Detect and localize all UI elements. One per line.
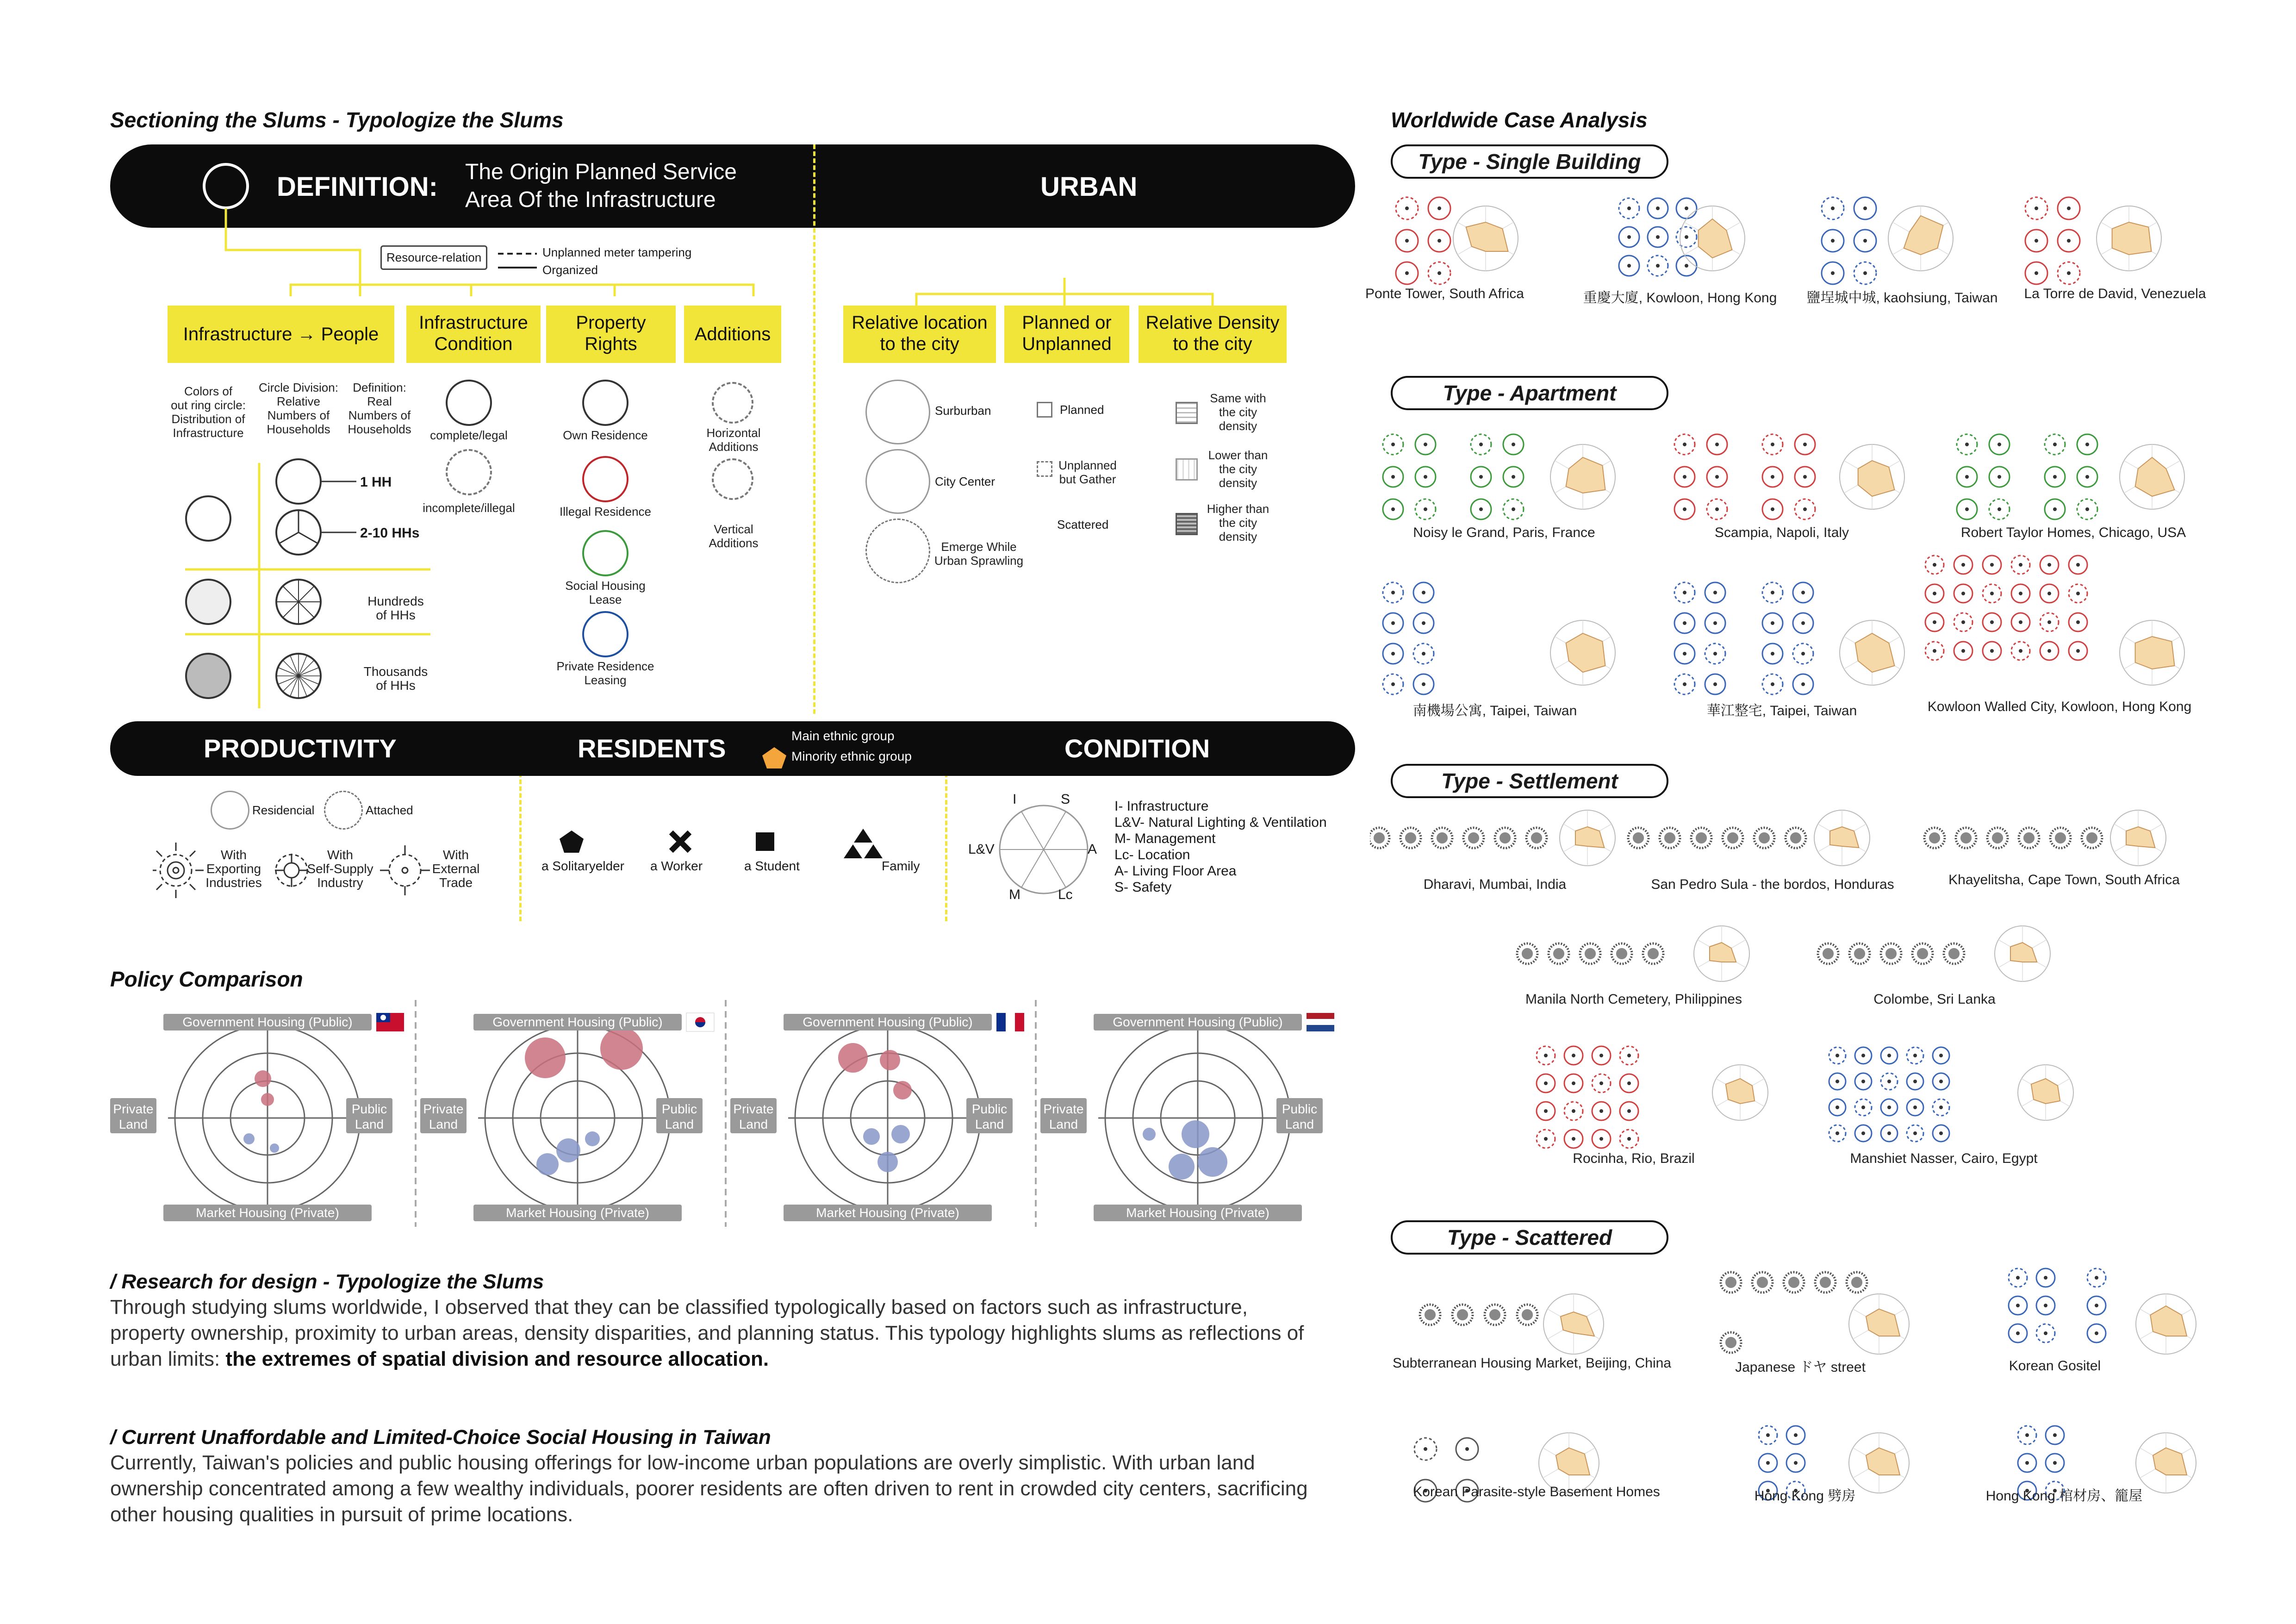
sprawl-icon <box>865 518 930 583</box>
suburban-icon <box>865 380 930 444</box>
settlement-cluster <box>1420 1305 1537 1325</box>
private-land-label: Land <box>118 1117 148 1131</box>
case-caption: Japanese ドヤ street <box>1735 1360 1866 1375</box>
case-caption: Khayelitsha, Cape Town, South Africa <box>1948 872 2180 887</box>
city-center-label: City Center <box>935 475 996 488</box>
own-residence-label: Own Residence <box>563 428 648 442</box>
radar-chart-icon <box>1550 444 1615 509</box>
city-center-icon <box>865 449 930 514</box>
case-caption: Noisy le Grand, Paris, France <box>1413 525 1595 540</box>
household-cluster <box>2045 434 2097 519</box>
line-legend-icon <box>495 244 541 272</box>
student-label: a Student <box>744 859 800 873</box>
household-cluster <box>1674 434 1727 519</box>
settlement-cluster <box>1818 943 1964 964</box>
attached-icon <box>324 791 363 830</box>
minority-pentagon-icon <box>761 746 787 769</box>
household-cluster <box>2087 1268 2106 1343</box>
policy-panel <box>110 1000 416 1227</box>
external-label: With External Trade <box>432 848 480 890</box>
market-housing-label: Market Housing (Private) <box>196 1206 339 1220</box>
case-caption: Korean Gositel <box>2009 1358 2101 1374</box>
private-leasing-icon <box>582 611 628 657</box>
type-settlement: Type - Settlement <box>1391 764 1668 798</box>
household-cluster <box>1471 434 1524 519</box>
radar-chart-icon <box>1543 1294 1604 1354</box>
policy-bubble <box>536 1153 559 1175</box>
case-caption: Ponte Tower, South Africa <box>1365 286 1524 301</box>
illegal-residence-label: Illegal Residence <box>559 505 651 518</box>
axis-a: A <box>1088 842 1097 857</box>
radar-chart-icon <box>1694 926 1749 981</box>
axis-s: S <box>1061 792 1070 807</box>
complete-label: complete/legal <box>430 428 508 442</box>
case-caption: Subterranean Housing Market, Beijing, China <box>1392 1355 1671 1371</box>
policy-bubble <box>838 1043 868 1073</box>
market-housing-label: Market Housing (Private) <box>816 1206 959 1220</box>
public-land-label: Public <box>351 1102 387 1116</box>
category-infra-people: Infrastructure → People <box>168 306 394 363</box>
incomplete-circle-icon <box>446 449 492 495</box>
radar-chart-icon <box>1550 620 1615 685</box>
higher-density-label: Higher than the city density <box>1207 502 1269 543</box>
policy-bubble <box>1169 1154 1195 1180</box>
household-cluster <box>1762 582 1813 694</box>
policy-bubble <box>1198 1147 1227 1177</box>
public-land-label: Land <box>665 1117 694 1131</box>
private-land-label: Land <box>739 1117 768 1131</box>
category-additions: Additions <box>684 306 781 363</box>
worker-label: a Worker <box>650 859 703 873</box>
resident-icons <box>558 829 919 861</box>
student-icon <box>756 832 774 851</box>
settlement-cluster <box>1628 828 1806 848</box>
case-caption: Robert Taylor Homes, Chicago, USA <box>1960 525 2186 540</box>
policy-bubble <box>255 1070 271 1087</box>
unplanned-meter-text: Unplanned meter tampering <box>542 245 692 259</box>
main-ethnic-label: Main ethnic group <box>791 729 895 743</box>
household-cluster <box>2009 1268 2055 1343</box>
axis-lv: L&V <box>968 842 995 857</box>
private-land-label: Private <box>1043 1102 1084 1116</box>
radar-chart-icon <box>2018 1065 2073 1120</box>
household-cluster <box>1396 197 1450 284</box>
family-label: Family <box>882 859 920 873</box>
social-housing-label: Social Housing Lease <box>565 579 646 606</box>
private-land-label: Private <box>113 1102 154 1116</box>
residencial-icon <box>211 791 249 830</box>
radar-chart-icon <box>1712 1065 1768 1120</box>
definition-label: DEFINITION: <box>277 172 438 202</box>
policy-panel <box>730 1000 1036 1227</box>
condition-legend: I- Infrastructure L&V- Natural Lighting & Ventilation M- Management Lc- Location A- Living Floor Area S- Safety <box>1114 799 1327 895</box>
organized-text: Organized <box>542 263 598 277</box>
worker-icon <box>671 832 690 851</box>
household-cluster <box>1822 197 1876 284</box>
case-caption: Hong Kong 劈房 <box>1754 1488 1856 1504</box>
sprawl-label: Emerge While Urban Sprawling <box>934 540 1024 568</box>
scattered-label: Scattered <box>1057 518 1109 531</box>
legend-division: Circle Division: Relative Numbers of Households <box>259 381 338 436</box>
market-housing-label: Market Housing (Private) <box>506 1206 649 1220</box>
policy-bubble <box>877 1152 898 1172</box>
public-land-label: Land <box>975 1117 1004 1131</box>
radar-chart-icon <box>1814 810 1870 866</box>
solitary-label: a Solitaryelder <box>541 859 624 873</box>
productivity-label: PRODUCTIVITY <box>204 734 397 763</box>
axis-lc: Lc <box>1058 887 1073 902</box>
private-land-label: Land <box>429 1117 458 1131</box>
category-planned: Planned or Unplanned <box>1004 306 1129 363</box>
radar-chart-icon <box>1560 810 1615 866</box>
case-caption: Korean Parasite-style Basement Homes <box>1413 1484 1660 1499</box>
household-cluster <box>1383 434 1436 519</box>
worldwide-title: Worldwide Case Analysis <box>1391 108 1648 132</box>
policy-bubble <box>556 1138 580 1162</box>
urban-label: URBAN <box>1040 172 1138 202</box>
gov-housing-label: Government Housing (Public) <box>1113 1015 1283 1029</box>
policy-panel <box>420 1000 726 1227</box>
private-leasing-label: Private Residence Leasing <box>556 659 654 687</box>
type-single-building: Type - Single Building <box>1391 144 1668 179</box>
category-density: Relative Density to the city <box>1139 306 1287 363</box>
policy-bubble <box>585 1131 600 1146</box>
legend-definition: Definition: Real Numbers of Households <box>348 381 411 436</box>
incomplete-label: incomplete/illegal <box>423 501 515 515</box>
complete-circle-icon <box>446 380 492 426</box>
market-housing-label: Market Housing (Private) <box>1126 1206 1269 1220</box>
public-land-label: Land <box>355 1117 384 1131</box>
section-title: Sectioning the Slums - Typologize the Slums <box>110 108 564 132</box>
case-caption: 重慶大廈, Kowloon, Hong Kong <box>1583 290 1777 306</box>
case-caption: Hong Kong 棺材房、籠屋 <box>1985 1488 2143 1504</box>
household-cluster <box>1383 582 1434 694</box>
private-land-label: Private <box>733 1102 774 1116</box>
vertical-label: Vertical Additions <box>709 522 759 550</box>
research-body: Through studying slums worldwide, I observed that they can be classified typologically based on factors such as infrastructure, property ownership, proximity to urban areas, density disparities, and planning status. This typology highlights slums as reflections of urban limits: the extremes of spatial division and resource allocation. <box>110 1296 1304 1370</box>
hh3-label: Hundreds of HHs <box>367 594 424 622</box>
case-caption: La Torre de David, Venezuela <box>2024 286 2206 301</box>
condition-radar-icon <box>986 796 1101 903</box>
family-icon <box>844 829 883 858</box>
public-land-label: Land <box>1285 1117 1314 1131</box>
vertical-addition-icon <box>712 458 753 500</box>
horizontal-label: Horizontal Additions <box>706 426 761 454</box>
case-caption: Manshiet Nasser, Cairo, Egypt <box>1850 1151 2038 1166</box>
policy-bubble <box>1182 1120 1209 1148</box>
radar-chart-icon <box>1840 620 1904 685</box>
social-housing-icon <box>582 530 628 576</box>
policy-bubble <box>270 1143 279 1153</box>
type-apartment: Type - Apartment <box>1391 376 1668 410</box>
radar-chart-icon <box>1995 926 2050 981</box>
settlement-cluster <box>1517 943 1663 964</box>
public-land-label: Public <box>971 1102 1008 1116</box>
case-caption: Rocinha, Rio, Brazil <box>1573 1151 1695 1166</box>
gov-housing-label: Government Housing (Public) <box>803 1015 973 1029</box>
policy-bubble <box>863 1128 880 1145</box>
definition-text: The Origin Planned Service Area Of the Infrastructure <box>465 160 737 212</box>
case-caption: 華江整宅, Taipei, Taiwan <box>1706 703 1857 718</box>
settlement-cluster <box>1370 828 1547 848</box>
same-density-label: Same with the city density <box>1210 391 1266 433</box>
radar-chart-icon <box>2110 810 2166 866</box>
case-caption: Manila North Cemetery, Philippines <box>1525 992 1742 1007</box>
illegal-residence-icon <box>582 456 628 502</box>
housing-body: Currently, Taiwan's policies and public housing offerings for low-income urban populations are overly simplistic. With urban land ownership concentrated among a few wealthy individuals, poorer residents are often driven to rent in crowded city centers, sacrificing other housing qualities in pursuit of prime locations. <box>110 1451 1308 1526</box>
category-relative-location: Relative location to the city <box>843 306 996 363</box>
settlement-cluster <box>1721 1272 1867 1293</box>
policy-bubble <box>880 1050 900 1070</box>
policy-bubble <box>1143 1128 1156 1141</box>
policy-bubble <box>893 1081 912 1099</box>
axis-m: M <box>1009 887 1020 902</box>
case-caption: 鹽埕城中城, kaohsiung, Taiwan <box>1806 290 1998 306</box>
policy-diagrams <box>110 995 1360 1236</box>
housing-title: / Current Unaffordable and Limited-Choice Social Housing in Taiwan <box>110 1426 771 1449</box>
planned-label: Planned <box>1060 403 1104 417</box>
hh4-label: Thousands of HHs <box>363 664 428 693</box>
flag-icon <box>1307 1013 1334 1031</box>
resource-relation-label: Resource-relation <box>380 245 487 270</box>
radar-chart-icon <box>2136 1294 2196 1354</box>
policy-bubble <box>525 1037 566 1078</box>
exporting-label: With Exporting Industries <box>205 848 262 890</box>
flag-icon <box>376 1013 404 1031</box>
settlement-cluster <box>1721 1332 1741 1353</box>
policy-title: Policy Comparison <box>110 967 303 991</box>
hh1-label: 1 HH <box>360 475 392 490</box>
public-land-label: Public <box>1282 1102 1318 1116</box>
condition-label: CONDITION <box>1064 734 1210 763</box>
gov-housing-label: Government Housing (Public) <box>182 1015 353 1029</box>
radar-chart-icon <box>1453 206 1518 271</box>
lower-density-label: Lower than the city density <box>1208 448 1268 490</box>
research-title: / Research for design - Typologize the Slums <box>110 1270 544 1293</box>
household-cluster <box>1925 556 2087 660</box>
policy-bubble <box>600 1027 643 1070</box>
household-cluster <box>1829 1047 1949 1142</box>
legend-colors: Colors of out ring circle: Distribution of Infrastructure <box>171 384 246 440</box>
household-cluster <box>1762 434 1815 519</box>
horizontal-addition-icon <box>712 382 753 424</box>
household-cluster <box>1674 582 1725 694</box>
household-cluster <box>1619 198 1697 276</box>
settlement-cluster <box>1924 828 2102 848</box>
case-caption: Dharavi, Mumbai, India <box>1423 877 1567 892</box>
flag-icon <box>996 1013 1024 1031</box>
category-property-rights: Property Rights <box>546 306 676 363</box>
residents-label: RESIDENTS <box>578 734 726 763</box>
policy-bubble <box>261 1093 274 1106</box>
planned-icon <box>1037 402 1052 418</box>
policy-bubble <box>891 1125 910 1143</box>
policy-panel <box>1040 1013 1334 1221</box>
household-cluster <box>2025 197 2080 284</box>
household-cluster <box>1957 434 2010 519</box>
gov-housing-label: Government Housing (Public) <box>492 1015 663 1029</box>
lower-density-icon <box>1176 458 1198 481</box>
radar-chart-icon <box>1849 1294 1909 1354</box>
private-land-label: Land <box>1049 1117 1078 1131</box>
policy-bubble <box>243 1133 255 1144</box>
residencial-label: Residencial <box>252 803 315 817</box>
same-density-icon <box>1176 402 1198 424</box>
attached-label: Attached <box>366 803 413 817</box>
unplanned-label: Unplanned but Gather <box>1058 458 1117 486</box>
own-residence-icon <box>582 380 628 426</box>
solitary-icon <box>560 831 584 853</box>
case-caption: 南機場公寓, Taipei, Taiwan <box>1412 703 1577 718</box>
household-cluster <box>1537 1046 1638 1148</box>
hh2-label: 2-10 HHs <box>360 525 420 541</box>
axis-i: I <box>1013 792 1017 807</box>
type-scattered: Type - Scattered <box>1391 1220 1668 1255</box>
case-caption: Kowloon Walled City, Kowloon, Hong Kong <box>1927 699 2192 714</box>
flag-icon <box>686 1013 714 1031</box>
higher-density-icon <box>1176 513 1198 535</box>
radar-chart-icon <box>2120 444 2184 509</box>
category-infra-condition: Infrastructure Condition <box>406 306 541 363</box>
public-land-label: Public <box>661 1102 697 1116</box>
radar-chart-icon <box>1840 444 1904 509</box>
selfsupply-label: With Self-Supply Industry <box>307 848 373 890</box>
definition-circle-icon <box>203 163 249 209</box>
radar-chart-icon <box>2120 620 2184 685</box>
radar-chart-icon <box>1888 206 1953 271</box>
case-caption: Scampia, Napoli, Italy <box>1714 525 1849 540</box>
minority-ethnic-label: Minority ethnic group <box>791 749 912 763</box>
case-caption: Colombe, Sri Lanka <box>1873 992 1996 1007</box>
radar-chart-icon <box>2097 206 2161 271</box>
suburban-label: Surburban <box>935 404 991 418</box>
private-land-label: Private <box>423 1102 464 1116</box>
case-caption: San Pedro Sula - the bordos, Honduras <box>1651 877 1894 892</box>
case-diagrams <box>1370 185 2291 1551</box>
